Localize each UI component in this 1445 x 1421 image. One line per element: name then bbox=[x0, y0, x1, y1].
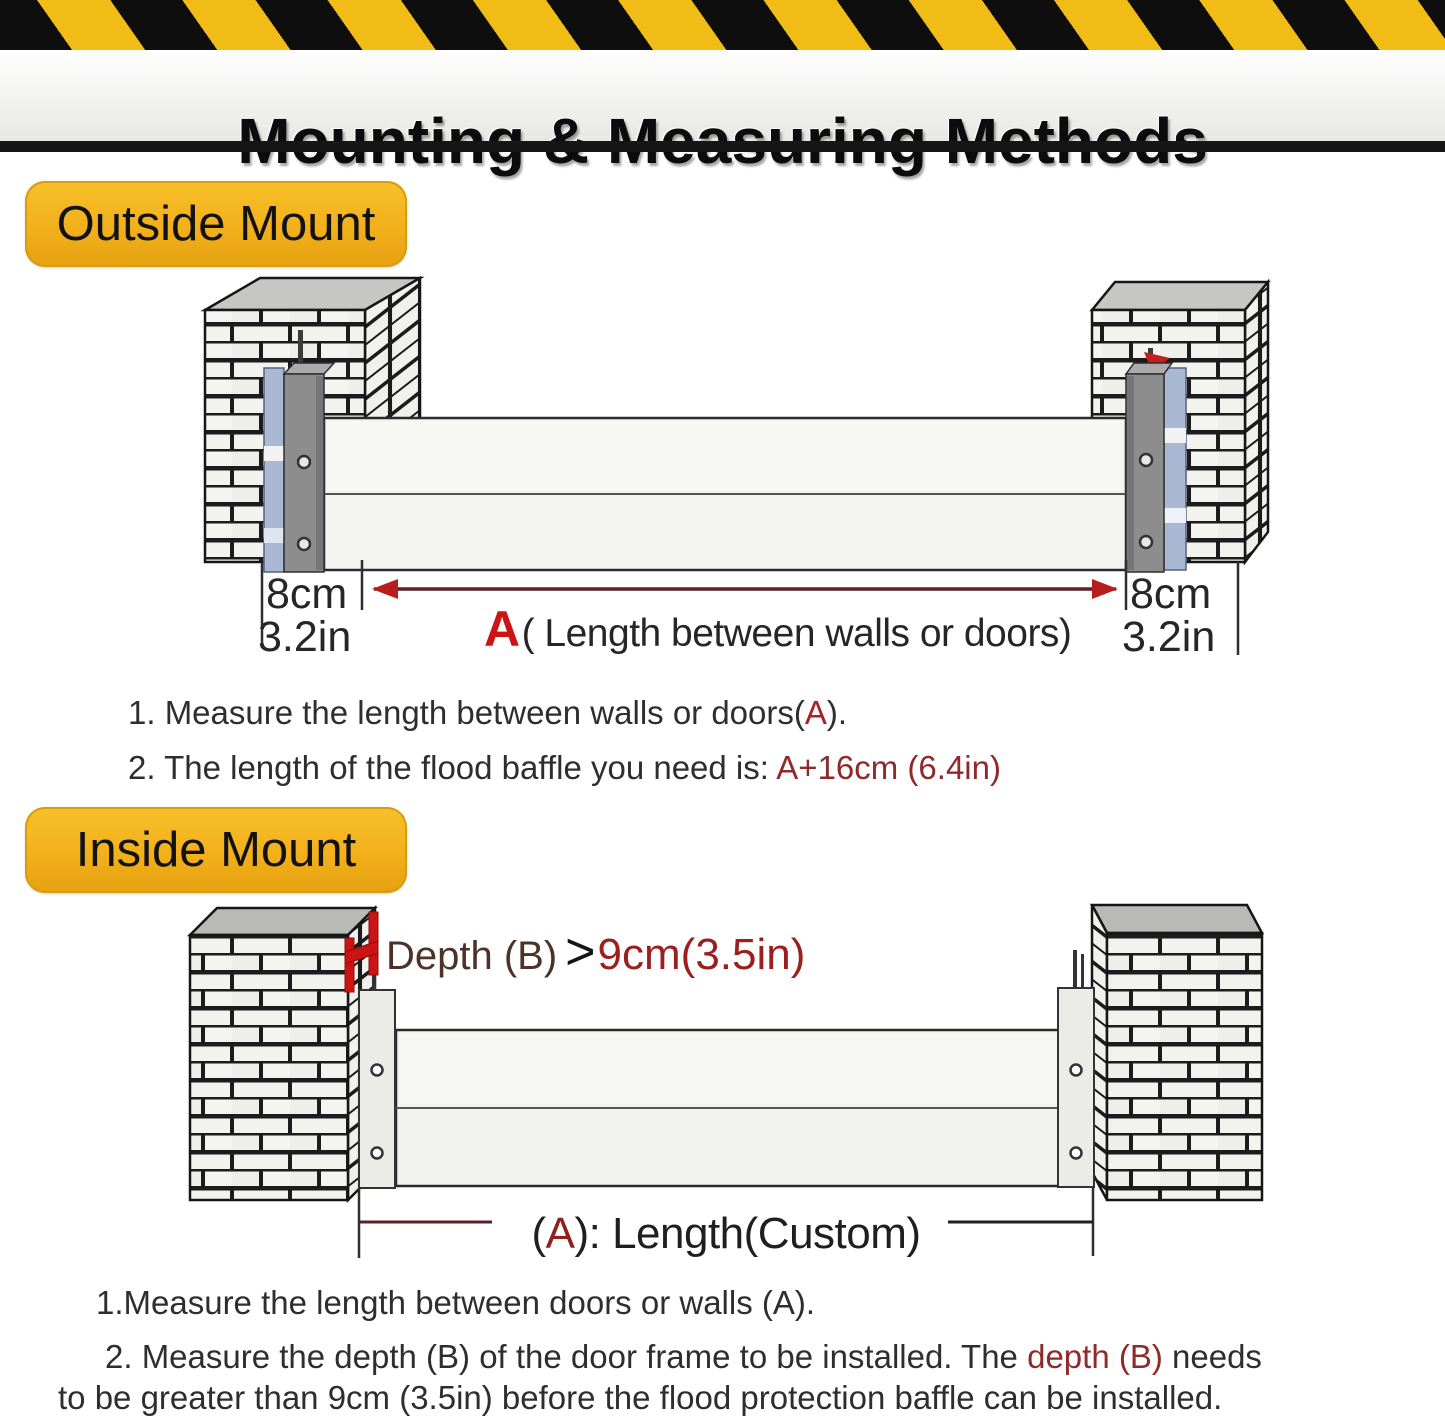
screw-hole bbox=[298, 538, 310, 550]
greater-than-symbol: > bbox=[565, 923, 596, 981]
left-offset-inch: 3.2in bbox=[258, 613, 352, 661]
span-length-label bbox=[484, 600, 1071, 658]
mounting-bracket-right bbox=[1126, 348, 1186, 572]
outside-instruction-2: 2. The length of the flood baffle you need is: A+16cm (6.4in) bbox=[128, 749, 1001, 786]
mounting-rail-right bbox=[1058, 950, 1094, 1187]
inside-mount-badge bbox=[25, 807, 407, 893]
left-offset-cm: 8cm bbox=[266, 570, 348, 618]
inside-instruction-1: 1.Measure the length between doors or walls (A). bbox=[96, 1284, 816, 1321]
inside-instruction-2: 2. Measure the depth (B) of the door frame to be installed. The depth (B) needs bbox=[105, 1338, 1262, 1375]
mounting-rail-left bbox=[359, 962, 395, 1188]
screw-hole bbox=[1071, 1148, 1082, 1159]
outside-mount-badge bbox=[25, 181, 407, 267]
right-offset-inch: 3.2in bbox=[1122, 613, 1216, 661]
right-offset-cm: 8cm bbox=[1130, 570, 1212, 618]
outside-mount-label: Outside Mount bbox=[56, 197, 376, 251]
screw-hole bbox=[1071, 1065, 1082, 1076]
screw-hole bbox=[372, 1065, 383, 1076]
seal-strip-right bbox=[1164, 368, 1186, 570]
screw-hole bbox=[1140, 454, 1152, 466]
screw-hole bbox=[298, 456, 310, 468]
span-label-text: ( Length between walls or doors) bbox=[521, 612, 1072, 655]
locating-pin bbox=[1073, 950, 1077, 990]
length-custom-label: (A): Length(Custom) bbox=[531, 1209, 921, 1258]
depth-b-reference: depth (B) bbox=[1027, 1338, 1163, 1375]
arrowhead-left-icon bbox=[372, 579, 398, 599]
locating-pin bbox=[298, 330, 303, 366]
flood-barrier-panel-inside bbox=[396, 1030, 1060, 1186]
depth-requirement-label: Depth (B) >9cm(3.5in) bbox=[386, 923, 806, 981]
variable-a: A bbox=[804, 694, 827, 731]
flood-barrier-panel bbox=[324, 418, 1126, 570]
locating-pin bbox=[1081, 954, 1084, 990]
inside-mount-label: Inside Mount bbox=[75, 823, 357, 877]
screw-hole bbox=[1140, 536, 1152, 548]
variable-a: A bbox=[545, 1209, 575, 1258]
arrowhead-right-icon bbox=[1092, 579, 1118, 599]
baffle-length-formula: A+16cm (6.4in) bbox=[776, 749, 1001, 786]
brick-pillar-right-inside bbox=[1092, 905, 1262, 1200]
depth-value: 9cm(3.5in) bbox=[597, 930, 806, 979]
inside-instruction-2-cont: to be greater than 9cm (3.5in) before the flood protection baffle can be installed. bbox=[58, 1379, 1223, 1416]
span-variable-a: A bbox=[484, 601, 520, 657]
diagram-outside-mount bbox=[205, 278, 1268, 655]
screw-hole bbox=[372, 1148, 383, 1159]
outside-instruction-1: 1. Measure the length between walls or doors(A). bbox=[128, 694, 848, 731]
